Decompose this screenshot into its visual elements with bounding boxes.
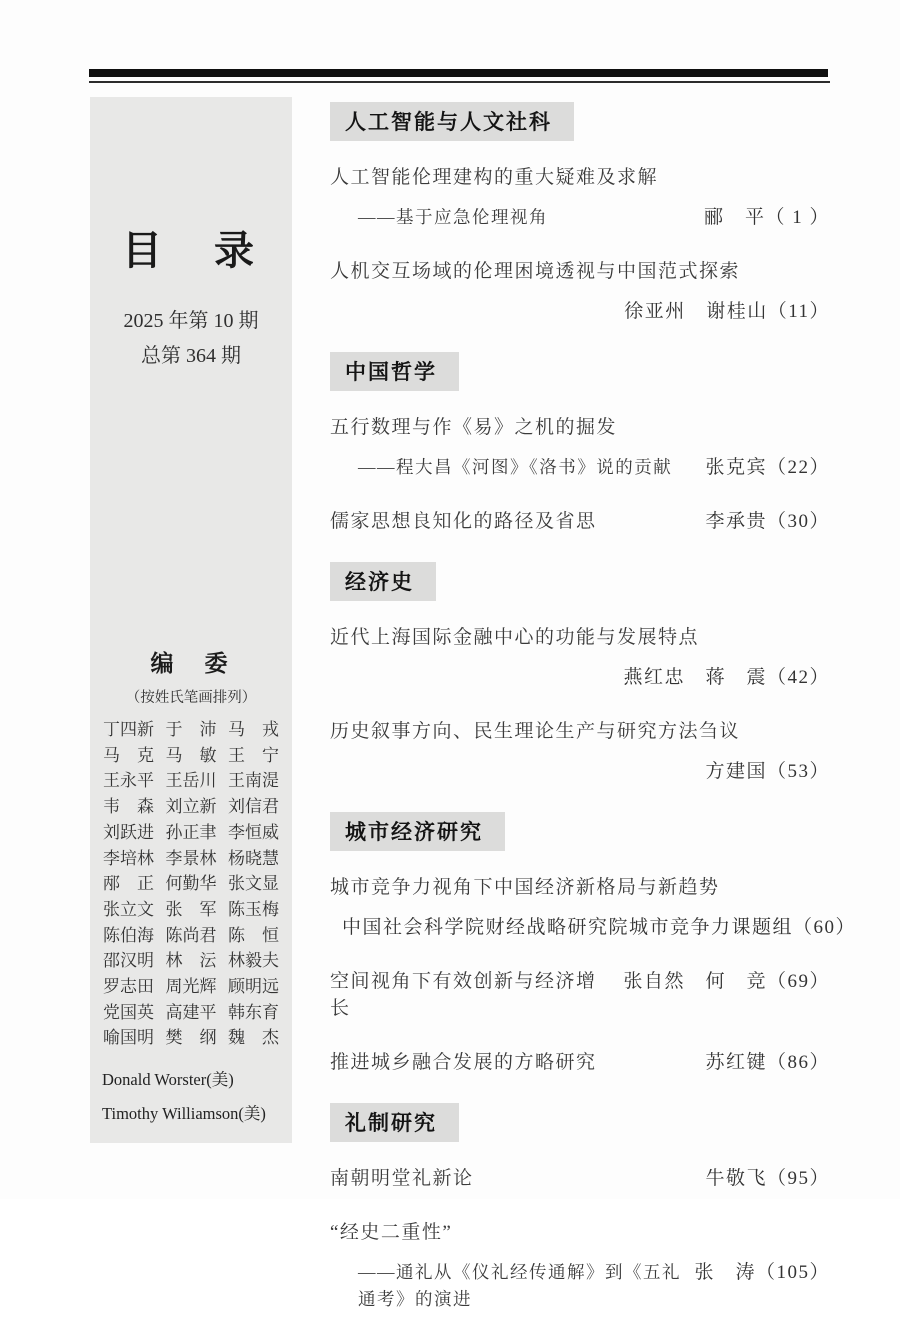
editorial-board-title: 编 委 (150, 651, 232, 676)
issue-total: 总第 364 期 (141, 345, 241, 367)
editorial-board-member: 党国英 (103, 1002, 154, 1022)
editorial-board-note: （按姓氏笔画排列） (125, 690, 257, 706)
issue-number: 2025 年第 10 期 (123, 310, 259, 332)
section-header: 经济史 (330, 562, 436, 601)
article-entry-line (330, 1259, 830, 1313)
article-entry-line (330, 258, 830, 285)
editorial-board-member: 于 沛 (165, 720, 217, 739)
section-header: 城市经济研究 (330, 812, 505, 851)
article-title: 南朝明堂礼新论 (330, 1168, 474, 1189)
editorial-board-member: 丁四新 (103, 720, 154, 739)
article-authors-page: 郦 平（ 1 ） (703, 207, 830, 228)
toc-main-column (330, 102, 857, 1340)
editorial-board-row (103, 1025, 279, 1051)
editorial-board-member: 陈 恒 (228, 925, 279, 945)
editorial-board-member: 李培林 (103, 848, 154, 868)
article-authors-page: 中国社会科学院财经战略研究院城市竞争力课题组（60） (342, 917, 857, 938)
editorial-board-member: 马 敏 (165, 745, 217, 765)
section-header: 人工智能与人文社科 (330, 102, 574, 141)
article-title: “经史二重性” (330, 1222, 453, 1243)
editorial-board-member: 高建平 (165, 1002, 217, 1022)
editorial-board-row (103, 1000, 279, 1026)
editorial-board-foreign-member: Donald Worster(美) (102, 1070, 234, 1090)
toc-section (330, 562, 830, 785)
article-title: 五行数理与作《易》之机的掘发 (330, 417, 618, 438)
left-info-panel (90, 97, 292, 1143)
editorial-board-member: 李景林 (165, 848, 217, 868)
article-entry-line (330, 968, 830, 1022)
editorial-board-member: 刘信君 (228, 797, 279, 817)
article-entry-line (330, 454, 830, 481)
article-title: 城市竞争力视角下中国经济新格局与新趋势 (330, 877, 720, 898)
editorial-board-member: 邵汉明 (103, 951, 154, 971)
article-title: 儒家思想良知化的路径及省思 (330, 511, 597, 532)
article-authors-page: 燕红忠 蒋 震（42） (623, 667, 830, 688)
article-entry-line (330, 758, 830, 785)
editorial-board-row (103, 743, 279, 769)
section-entries (330, 164, 830, 325)
editorial-board-member: 林毅夫 (228, 951, 279, 971)
article-title: 推进城乡融合发展的方略研究 (330, 1052, 597, 1073)
editorial-board-member: 杨晓慧 (228, 848, 279, 868)
section-header: 中国哲学 (330, 352, 459, 391)
editorial-board-member: 韩东育 (228, 1002, 279, 1022)
editorial-board-foreign-member: Timothy Williamson(美) (102, 1104, 266, 1124)
section-entries (330, 874, 857, 1076)
editorial-board-row (103, 846, 279, 872)
editorial-board-member: 何勤华 (165, 874, 217, 894)
editorial-board-member: 魏 杰 (228, 1028, 279, 1048)
article-subtitle: ——基于应急伦理视角 (358, 207, 548, 227)
editorial-board-member: 陈伯海 (103, 925, 154, 945)
editorial-board-names (103, 717, 279, 1051)
issue-info (90, 304, 292, 374)
toc-section (330, 102, 830, 325)
editorial-board-member: 樊 纲 (165, 1028, 217, 1048)
article-authors-page: 苏红键（86） (705, 1052, 830, 1073)
editorial-board-member: 张立文 (103, 899, 154, 919)
editorial-board-member: 顾明远 (228, 977, 279, 997)
editorial-board-row (103, 974, 279, 1000)
article-entry-line (330, 204, 830, 231)
editorial-board-member: 王岳川 (165, 771, 217, 791)
editorial-board-row (103, 897, 279, 923)
toc-title: 目 录 (122, 228, 260, 273)
article-entry-line (330, 1049, 830, 1076)
editorial-board-member: 王南湜 (228, 771, 279, 791)
editorial-board-row (103, 717, 279, 743)
section-entries (330, 1165, 830, 1313)
editorial-board-member: 王永平 (103, 771, 154, 791)
article-title: 人机交互场域的伦理困境透视与中国范式探索 (330, 261, 741, 282)
article-entry-line (330, 164, 830, 191)
editorial-board-member: 刘跃进 (103, 822, 154, 842)
editorial-board-member: 陈尚君 (165, 925, 217, 945)
editorial-board-row (103, 871, 279, 897)
editorial-board-member: 陈玉梅 (228, 899, 279, 919)
editorial-board-member: 邴 正 (103, 874, 154, 894)
editorial-board-member: 喻国明 (103, 1028, 154, 1048)
article-authors-page: 方建国（53） (705, 761, 830, 782)
toc-section (330, 352, 830, 535)
article-authors-page: 李承贵（30） (705, 511, 830, 532)
editorial-board-member: 李恒威 (228, 822, 279, 842)
article-entry-line (330, 1165, 830, 1192)
article-title: 近代上海国际金融中心的功能与发展特点 (330, 627, 700, 648)
editorial-board-member: 周光辉 (165, 977, 217, 997)
editorial-board-member: 马 戎 (228, 720, 279, 739)
editorial-board-row (103, 768, 279, 794)
article-entry-line (330, 508, 830, 535)
article-entry-line (330, 664, 830, 691)
article-subtitle: ——通礼从《仪礼经传通解》到《五礼通考》的演进 (358, 1262, 681, 1309)
article-authors-page: 张自然 何 竞（69） (623, 971, 830, 992)
article-entry-line (330, 874, 830, 901)
article-authors-page: 徐亚州 谢桂山（11） (624, 301, 830, 322)
toc-section (330, 1103, 830, 1313)
section-entries (330, 624, 830, 785)
editorial-board-member: 罗志田 (103, 977, 154, 997)
article-entry-line (330, 914, 857, 941)
article-title: 人工智能伦理建构的重大疑难及求解 (330, 167, 659, 188)
editorial-board-member: 马 克 (103, 745, 154, 765)
editorial-board-row (103, 820, 279, 846)
editorial-board-row (103, 948, 279, 974)
editorial-board-member: 张 军 (165, 899, 217, 919)
article-title: 历史叙事方向、民生理论生产与研究方法刍议 (330, 721, 741, 742)
editorial-board-foreign-members (102, 1063, 292, 1131)
editorial-board-row (103, 923, 279, 949)
editorial-board-member: 孙正聿 (165, 822, 217, 842)
toc-section (330, 812, 857, 1076)
editorial-board-member: 刘立新 (165, 797, 217, 817)
article-title: 空间视角下有效创新与经济增长 (330, 971, 597, 1019)
article-authors-page: 张 涛（105） (694, 1262, 830, 1283)
top-rule-thick (89, 69, 828, 77)
section-entries (330, 414, 830, 535)
editorial-board-member: 张文显 (228, 874, 279, 894)
article-entry-line (330, 298, 830, 325)
editorial-board-member: 韦 森 (103, 797, 154, 817)
article-entry-line (330, 1219, 830, 1246)
section-header: 礼制研究 (330, 1103, 459, 1142)
top-rule-thin (89, 81, 830, 83)
article-subtitle: ——程大昌《河图》《洛书》说的贡献 (358, 457, 673, 477)
article-authors-page: 牛敬飞（95） (705, 1168, 830, 1189)
editorial-board-row (103, 794, 279, 820)
article-entry-line (330, 624, 830, 651)
editorial-board-member: 林 沄 (165, 951, 217, 971)
article-entry-line (330, 718, 830, 745)
article-authors-page: 张克宾（22） (705, 457, 830, 478)
editorial-board (90, 645, 292, 1131)
editorial-board-member: 王 宁 (228, 745, 279, 765)
article-entry-line (330, 414, 830, 441)
